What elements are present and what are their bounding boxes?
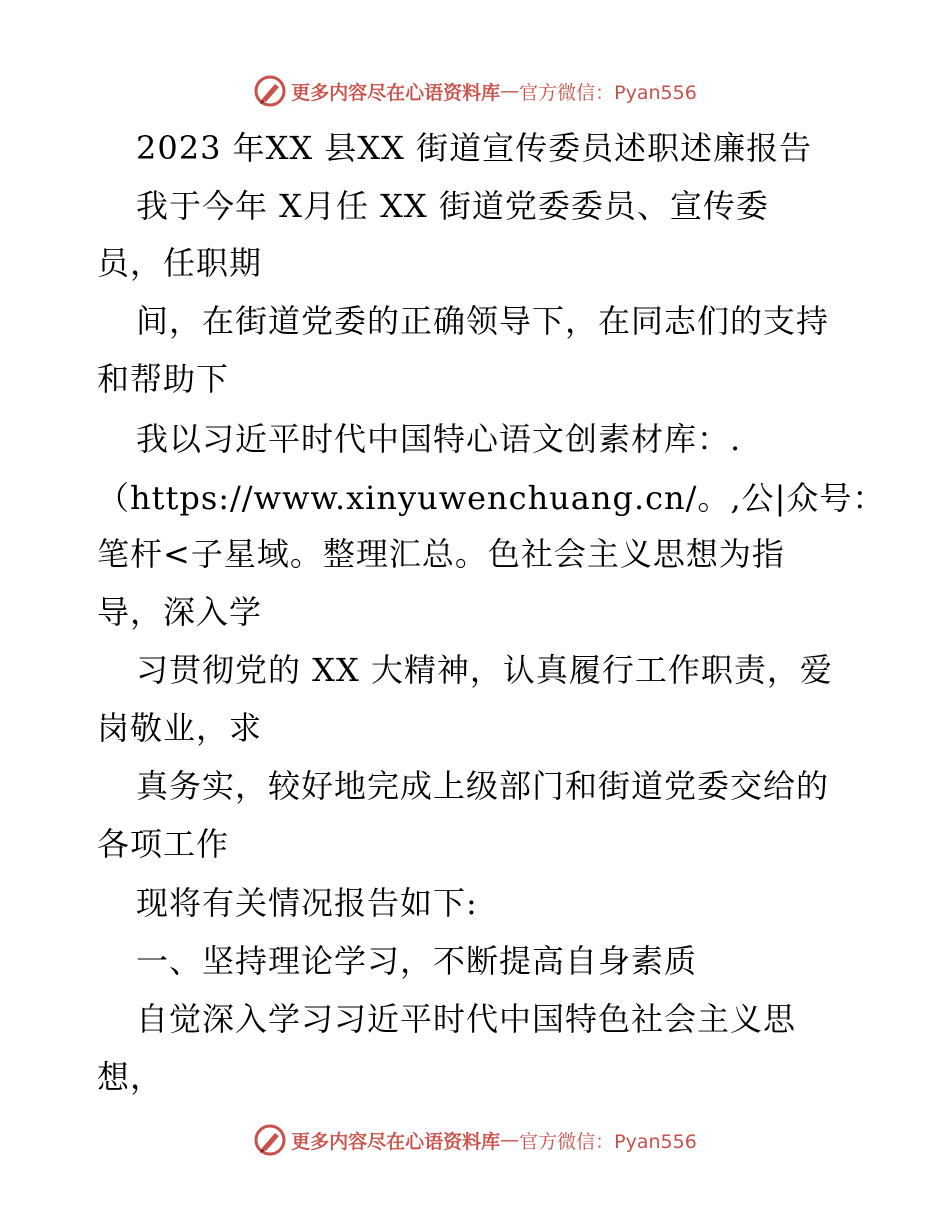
paragraph-line: 岗敬业，求 <box>97 709 263 747</box>
paragraph-line: 我于今年 X月任 XX 街道党委委员、宣传委 <box>136 187 769 225</box>
paragraph-line: 笔杆<子星域。整理汇总。色社会主义思想为指 <box>97 535 785 573</box>
paragraph-line: 各项工作 <box>97 825 230 863</box>
header-banner <box>0 71 950 111</box>
paragraph-line: 想， <box>97 1058 164 1096</box>
banner-main-text: 更多内容尽在心语资料库 <box>291 81 501 104</box>
paragraph-line: 员，任职期 <box>97 244 263 282</box>
banner-wechat-text: 官方微信：Pyan556 <box>519 1130 697 1153</box>
banner-dash: — <box>500 1129 520 1151</box>
pen-circle-logo-icon <box>253 74 287 108</box>
document-title: 2023 年XX 县XX 街道宣传委员述职述廉报告 <box>136 129 813 167</box>
paragraph-line: 真务实，较好地完成上级部门和街道党委交给的 <box>136 767 830 805</box>
pen-circle-logo-icon <box>253 1123 287 1157</box>
paragraph-line: 导，深入学 <box>97 593 263 631</box>
paragraph-line: 自觉深入学习习近平时代中国特色社会主义思 <box>136 1000 797 1038</box>
paragraph-line: （https://www.xinyuwenchuang.cn/。,公|众号： <box>97 479 886 517</box>
paragraph-line: 和帮助下 <box>97 360 230 398</box>
footer-banner <box>0 1120 950 1160</box>
paragraph-line: 间，在街道党委的正确领导下，在同志们的支持 <box>136 302 830 340</box>
section-heading: 一、坚持理论学习，不断提高自身素质 <box>136 942 698 980</box>
banner-main-text: 更多内容尽在心语资料库 <box>291 1130 501 1153</box>
paragraph-line: 习贯彻党的 XX 大精神，认真履行工作职责，爱 <box>136 651 833 689</box>
paragraph-line: 现将有关情况报告如下: <box>136 884 478 922</box>
banner-dash: — <box>500 80 520 102</box>
banner-wechat-text: 官方微信：Pyan556 <box>519 81 697 104</box>
paragraph-line: 我以习近平时代中国特心语文创素材库：. <box>136 420 742 458</box>
